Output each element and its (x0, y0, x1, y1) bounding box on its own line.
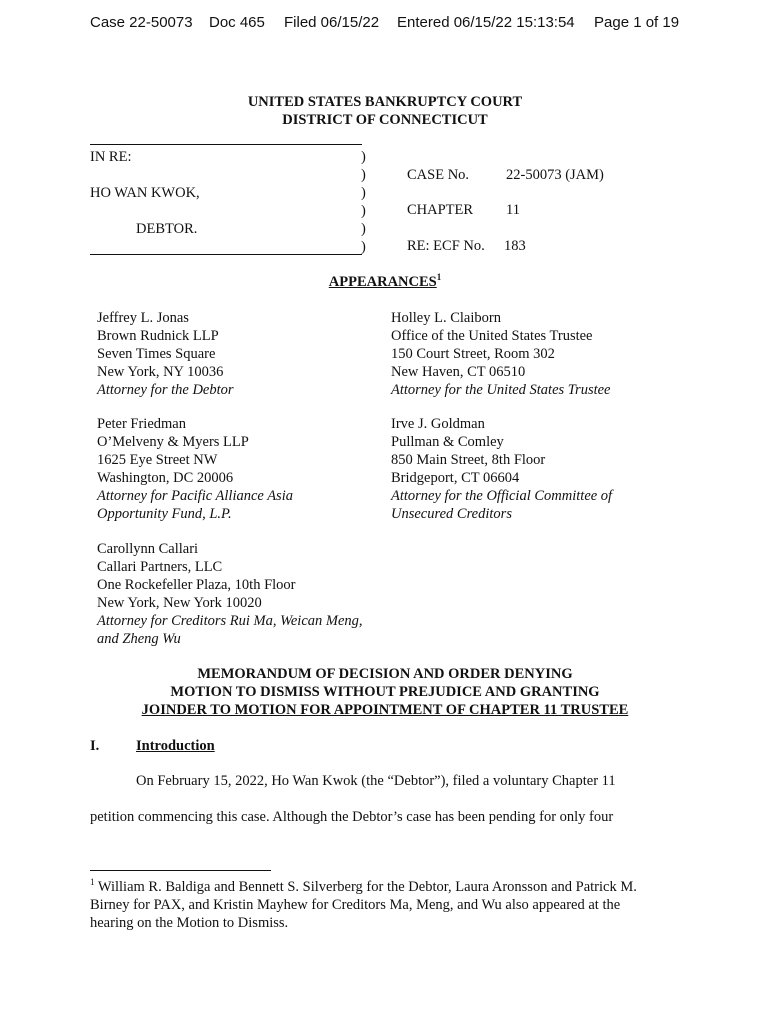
attorney-role: and Zheng Wu (97, 631, 181, 647)
footnote-mark: 1 (90, 877, 95, 888)
footnote-text: William R. Baldiga and Bennett S. Silverberg for the Debtor, Laura Aronsson and Patrick M. (94, 879, 637, 895)
attorney-address: 1625 Eye Street NW (97, 452, 218, 468)
attorney-address: 150 Court Street, Room 302 (391, 346, 555, 362)
caption-debtor-label: DEBTOR. (136, 221, 198, 237)
caption-debtor-name: HO WAN KWOK, (90, 185, 200, 201)
court-district: DISTRICT OF CONNECTICUT (282, 112, 488, 128)
attorney-firm: Callari Partners, LLC (97, 559, 223, 575)
footnote-rule (90, 870, 271, 871)
caption-paren: ) (361, 221, 366, 237)
attorney-address: Seven Times Square (97, 346, 216, 362)
caption-paren: ) (361, 239, 366, 255)
appearance-creditors-counsel (97, 540, 363, 648)
header-page: Page 1 of 19 (594, 14, 680, 31)
chapter-value: 11 (506, 202, 520, 218)
attorney-role: Attorney for the Debtor (97, 382, 234, 398)
memo-title-line1: MEMORANDUM OF DECISION AND ORDER DENYING (197, 666, 573, 682)
footnote-text: hearing on the Motion to Dismiss. (90, 915, 289, 931)
caption-paren: ) (361, 149, 366, 165)
footnote (90, 878, 637, 932)
case-number-value: 22-50073 (JAM) (506, 167, 604, 183)
attorney-firm: O’Melveny & Myers LLP (97, 434, 249, 450)
attorney-city: New Haven, CT 06510 (391, 364, 526, 380)
attorney-role: Attorney for Pacific Alliance Asia (97, 488, 293, 504)
appearance-pax-counsel (97, 415, 293, 523)
appearance-committee-counsel (391, 415, 612, 523)
case-number-label: CASE No. (407, 167, 470, 183)
body-line: On February 15, 2022, Ho Wan Kwok (the “Debtor”), filed a voluntary Chapter 11 (136, 773, 616, 789)
court-name: UNITED STATES BANKRUPTCY COURT (247, 94, 523, 110)
caption-paren: ) (361, 203, 366, 219)
ecf-value: 183 (504, 238, 526, 254)
attorney-name: Peter Friedman (97, 416, 186, 432)
attorney-firm: Pullman & Comley (391, 434, 504, 450)
caption-top-rule (90, 144, 362, 145)
attorney-firm: Office of the United States Trustee (391, 328, 593, 344)
chapter-label: CHAPTER (407, 202, 474, 218)
appearances-title: APPEARANCES (328, 274, 437, 290)
footnote-ref: 1 (436, 272, 442, 283)
attorney-address: 850 Main Street, 8th Floor (391, 452, 546, 468)
section-number: I. (90, 738, 100, 754)
memo-title-line3: JOINDER TO MOTION FOR APPOINTMENT OF CHAPTER 11 TRUSTEE (141, 702, 629, 718)
attorney-role: Attorney for the Official Committee of (391, 488, 613, 504)
memo-title-line2: MOTION TO DISMISS WITHOUT PREJUDICE AND GRANTING (170, 684, 600, 700)
attorney-city: Bridgeport, CT 06604 (391, 470, 520, 486)
attorney-city: New York, New York 10020 (97, 595, 262, 611)
section-title: Introduction (136, 738, 215, 754)
header-case: Case 22-50073 (90, 14, 193, 31)
ecf-label: RE: ECF No. (407, 238, 485, 254)
body-line: petition commencing this case. Although the Debtor’s case has been pending for only four (90, 809, 614, 825)
attorney-role: Opportunity Fund, L.P. (97, 506, 232, 522)
appearances-heading (0, 273, 770, 291)
attorney-city: Washington, DC 20006 (97, 470, 234, 486)
appearance-debtor-counsel (97, 309, 234, 399)
attorney-role: Attorney for the United States Trustee (391, 382, 611, 398)
appearance-us-trustee (391, 309, 611, 399)
attorney-role: Unsecured Creditors (391, 506, 512, 522)
attorney-name: Irve J. Goldman (391, 416, 485, 432)
caption-paren: ) (361, 185, 366, 201)
attorney-role: Attorney for Creditors Rui Ma, Weican Meng, (97, 613, 363, 629)
attorney-name: Holley L. Claiborn (391, 310, 501, 326)
attorney-address: One Rockefeller Plaza, 10th Floor (97, 577, 296, 593)
caption-in-re: IN RE: (90, 149, 132, 165)
caption-paren: ) (361, 167, 366, 183)
header-entered: Entered 06/15/22 15:13:54 (397, 14, 575, 31)
attorney-name: Carollynn Callari (97, 541, 199, 557)
header-doc: Doc 465 (209, 14, 265, 31)
header-filed: Filed 06/15/22 (284, 14, 380, 31)
attorney-firm: Brown Rudnick LLP (97, 328, 219, 344)
footnote-text: Birney for PAX, and Kristin Mayhew for Creditors Ma, Meng, and Wu also appeared at the (90, 897, 621, 913)
caption-bottom-rule (90, 254, 362, 255)
attorney-name: Jeffrey L. Jonas (97, 310, 189, 326)
attorney-city: New York, NY 10036 (97, 364, 224, 380)
